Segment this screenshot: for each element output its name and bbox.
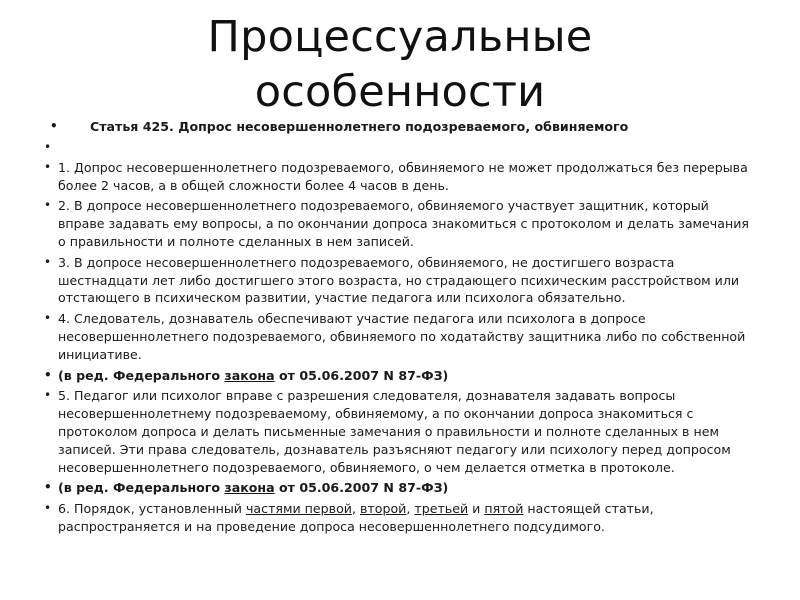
bullet-icon: • bbox=[44, 480, 52, 495]
amendment-note-1 bbox=[44, 367, 759, 385]
paragraph-6-text-3: , bbox=[406, 501, 415, 517]
law-link[interactable]: закона bbox=[224, 480, 275, 496]
paragraph-3 bbox=[44, 254, 759, 307]
paragraph-5 bbox=[44, 387, 759, 476]
slide-body bbox=[44, 118, 759, 539]
amendment-note-2 bbox=[44, 479, 759, 497]
slide-title bbox=[0, 10, 800, 120]
slide-title-line-2: особенности bbox=[254, 67, 546, 117]
amendment-1-suffix: от 05.06.2007 N 87-ФЗ) bbox=[274, 367, 449, 383]
paragraph-1 bbox=[44, 159, 759, 195]
paragraph-6-text-4: и bbox=[468, 501, 485, 517]
slide-title-line-1: Процессуальные bbox=[207, 12, 593, 62]
amendment-1-prefix: (в ред. Федерального bbox=[58, 367, 225, 383]
paragraph-2-text: 2. В допросе несовершеннолетнего подозреваемого, обвиняемого участвует защитник, который вправе задавать ему вопросы, а по окончании допроса знакомиться с протоколом и делать замечания о правильности и полноте сделанных в нем записей. bbox=[58, 198, 749, 249]
bullet-icon: • bbox=[44, 159, 52, 174]
link-part-one[interactable]: частями первой bbox=[245, 501, 352, 517]
bullet-icon: • bbox=[44, 311, 52, 326]
paragraph-4 bbox=[44, 310, 759, 363]
empty-list-item bbox=[44, 139, 759, 156]
amendment-2-suffix: от 05.06.2007 N 87-ФЗ) bbox=[274, 480, 449, 496]
link-part-two[interactable]: второй bbox=[359, 501, 407, 517]
article-heading bbox=[44, 118, 759, 136]
paragraph-6-text-1: 6. Порядок, установленный bbox=[58, 501, 246, 517]
bullet-icon: • bbox=[44, 139, 52, 154]
bullet-icon: • bbox=[44, 367, 52, 382]
bullet-icon: • bbox=[44, 501, 52, 516]
paragraph-6 bbox=[44, 500, 759, 536]
law-link[interactable]: закона bbox=[224, 367, 275, 383]
paragraph-5-text: 5. Педагог или психолог вправе с разрешения следователя, дознавателя задавать вопросы несовершеннолетнему подозреваемому, обвиняемому, а по окончании допроса знакомиться с протоколом допроса и делать письменные замечания о правильности и полноте сделанных в нем записей. Эти права следователь, дознаватель разъясняют педагогу или психологу перед допросом несовершеннолетнего подозреваемого, обвиняемого, о чем делается отметка в протоколе. bbox=[58, 388, 731, 475]
paragraph-4-text: 4. Следователь, дознаватель обеспечивают участие педагога или психолога в допросе несовершеннолетнего подозреваемого, обвиняемого по ходатайству защитника либо по собственной инициативе. bbox=[58, 311, 746, 362]
paragraph-1-text: 1. Допрос несовершеннолетнего подозреваемого, обвиняемого не может продолжаться без перерыва более 2 часов, а в общей сложности более 4 часов в день. bbox=[58, 159, 748, 193]
article-heading-text: Статья 425. Допрос несовершеннолетнего подозреваемого, обвиняемого bbox=[90, 119, 629, 134]
bullet-icon: • bbox=[44, 388, 52, 403]
paragraph-2 bbox=[44, 197, 759, 250]
bullet-icon: • bbox=[44, 254, 52, 269]
amendment-2-prefix: (в ред. Федерального bbox=[58, 480, 225, 496]
paragraph-6-text-2: , bbox=[351, 501, 360, 517]
bullet-icon: • bbox=[44, 198, 52, 213]
bullet-icon: • bbox=[50, 119, 58, 133]
link-part-three[interactable]: третьей bbox=[414, 501, 469, 517]
paragraph-3-text: 3. В допросе несовершеннолетнего подозреваемого, обвиняемого, не достигшего возраста шестнадцати лет либо достигшего этого возраста, но страдающего психическим расстройством или отстающего в психическом развитии, участие педагога или психолога обязательно. bbox=[58, 254, 740, 306]
paragraph-6-text-5: настоящей статьи, распространяется и на проведение допроса несовершеннолетнего подсудимого. bbox=[58, 501, 654, 534]
link-part-five[interactable]: пятой bbox=[484, 501, 524, 517]
